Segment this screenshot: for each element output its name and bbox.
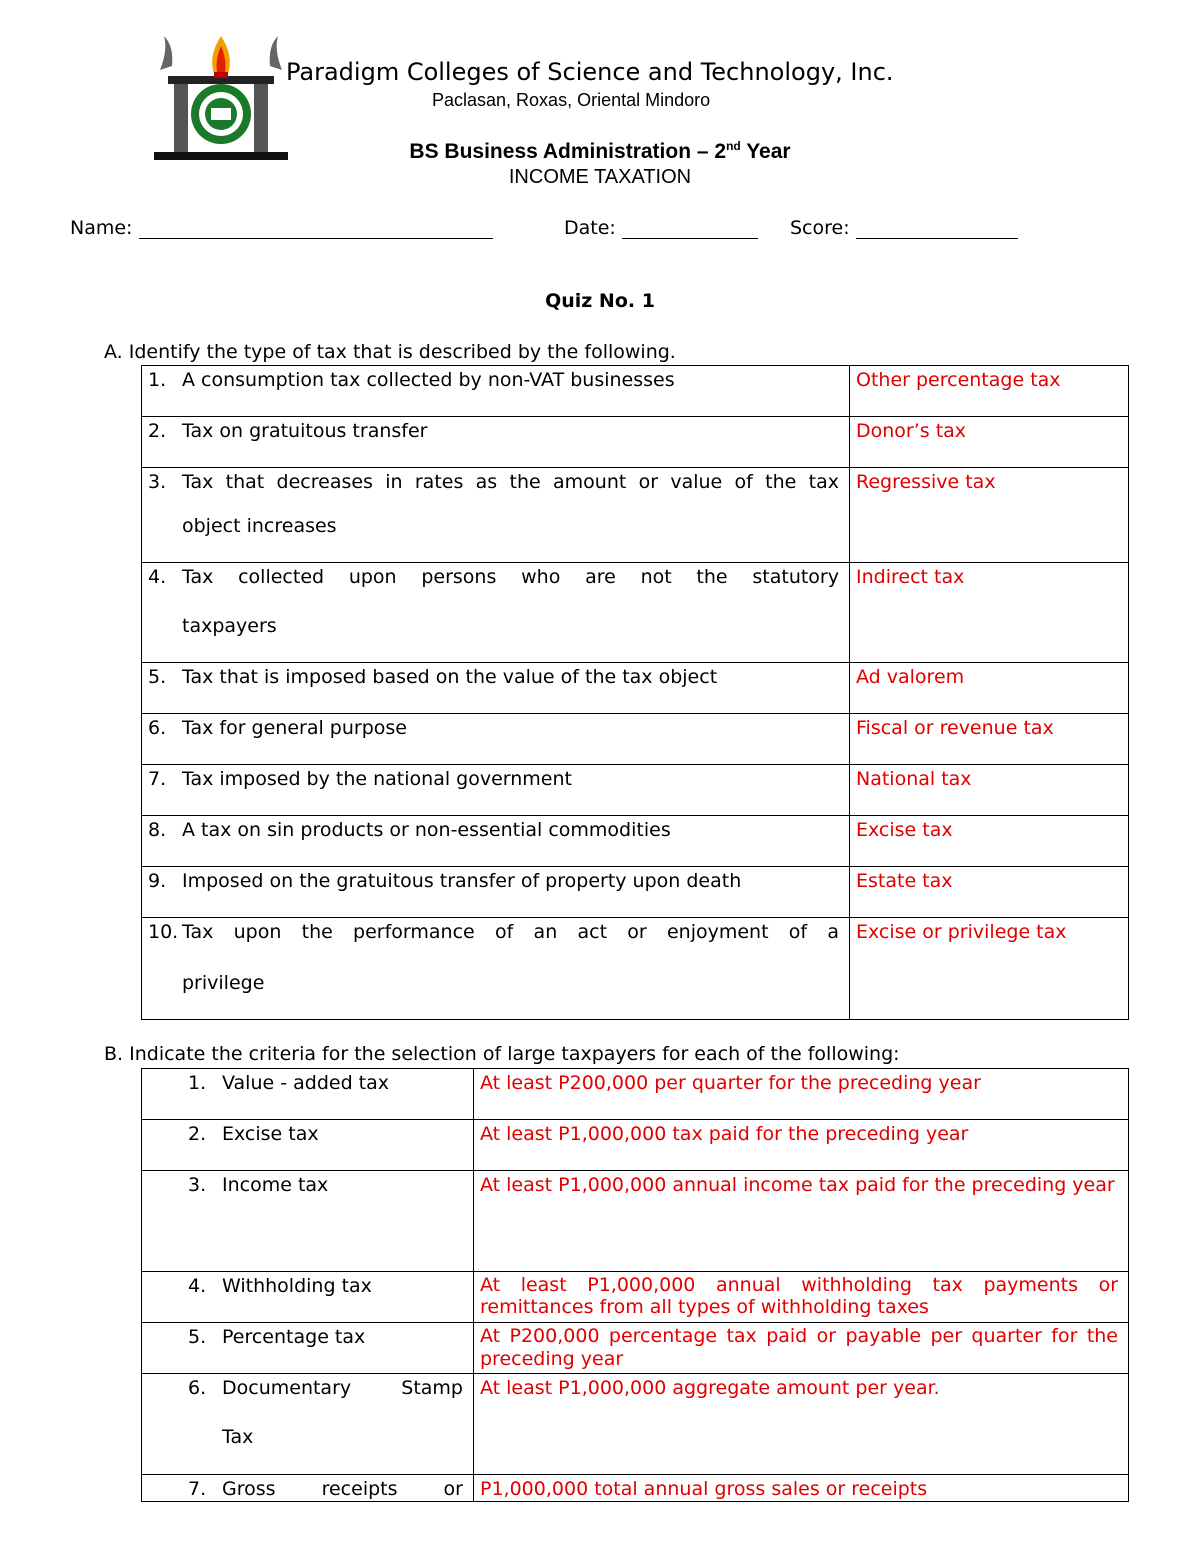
table-row: 3. Income tax At least P1,000,000 annual income tax paid for the preceding year: [142, 1171, 1129, 1272]
answer-cell: Ad valorem: [850, 663, 1129, 714]
answer-cell: Indirect tax: [850, 563, 1129, 663]
answer-cell: National tax: [850, 765, 1129, 816]
answer-cell: Regressive tax: [850, 468, 1129, 563]
answer-cell: Estate tax: [850, 867, 1129, 918]
table-row: 1. Value - added tax At least P200,000 per quarter for the preceding year: [142, 1069, 1129, 1120]
table-row: 7. Gross receipts or P1,000,000 total annual gross sales or receipts: [142, 1475, 1129, 1502]
answer-cell: At least P1,000,000 annual income tax paid for the preceding year: [474, 1171, 1129, 1272]
table-row: 7. Tax imposed by the national government National tax: [142, 765, 1129, 816]
course-title: BS Business Administration – 2nd Year: [409, 139, 791, 163]
table-row: 6. Tax for general purpose Fiscal or revenue tax: [142, 714, 1129, 765]
table-row: 3. Tax that decreases in rates as the amount or value of the tax object increases Regressive tax: [142, 468, 1129, 563]
name-field[interactable]: Name:: [70, 216, 493, 239]
table-row: 1. A consumption tax collected by non-VAT businesses Other percentage tax: [142, 366, 1129, 417]
part-a-table: [141, 365, 1129, 1020]
table-row: 2. Excise tax At least P1,000,000 tax paid for the preceding year: [142, 1120, 1129, 1171]
quiz-title: Quiz No. 1: [545, 290, 655, 312]
answer-cell: P1,000,000 total annual gross sales or receipts: [474, 1475, 1129, 1502]
table-row: 4. Withholding tax At least P1,000,000 annual withholding tax payments or remittances from all types of withholding taxes: [142, 1272, 1129, 1323]
answer-cell: At P200,000 percentage tax paid or payable per quarter for the preceding year: [474, 1323, 1129, 1374]
answer-cell: Donor’s tax: [850, 417, 1129, 468]
part-b-table: [141, 1068, 1129, 1502]
table-row: 10. Tax upon the performance of an act or enjoyment of a privilege Excise or privilege tax: [142, 918, 1129, 1020]
answer-cell: Excise or privilege tax: [850, 918, 1129, 1020]
table-row: 8. A tax on sin products or non-essential commodities Excise tax: [142, 816, 1129, 867]
school-name: Paradigm Colleges of Science and Technology, Inc.: [286, 58, 894, 86]
table-row: 6. Documentary Stamp Tax At least P1,000,000 aggregate amount per year.: [142, 1374, 1129, 1475]
answer-cell: At least P1,000,000 annual withholding tax payments or remittances from all types of withholding taxes: [474, 1272, 1129, 1323]
school-address: Paclasan, Roxas, Oriental Mindoro: [432, 90, 711, 110]
part-a-instruction: A. Identify the type of tax that is described by the following.: [104, 341, 676, 363]
answer-cell: Excise tax: [850, 816, 1129, 867]
score-field[interactable]: Score:: [790, 216, 1018, 239]
answer-cell: At least P200,000 per quarter for the preceding year: [474, 1069, 1129, 1120]
subject-title: INCOME TAXATION: [508, 166, 692, 188]
table-row: 5. Tax that is imposed based on the value of the tax object Ad valorem: [142, 663, 1129, 714]
date-field[interactable]: Date:: [564, 216, 758, 239]
table-row: 4. Tax collected upon persons who are not the statutory taxpayers Indirect tax: [142, 563, 1129, 663]
part-b-instruction: B. Indicate the criteria for the selection of large taxpayers for each of the following:: [104, 1043, 900, 1065]
table-row: 9. Imposed on the gratuitous transfer of property upon death Estate tax: [142, 867, 1129, 918]
answer-cell: At least P1,000,000 tax paid for the preceding year: [474, 1120, 1129, 1171]
answer-cell: Other percentage tax: [850, 366, 1129, 417]
table-row: 2. Tax on gratuitous transfer Donor’s tax: [142, 417, 1129, 468]
answer-cell: At least P1,000,000 aggregate amount per year.: [474, 1374, 1129, 1475]
answer-cell: Fiscal or revenue tax: [850, 714, 1129, 765]
table-row: 5. Percentage tax At P200,000 percentage tax paid or payable per quarter for the preceding year: [142, 1323, 1129, 1374]
